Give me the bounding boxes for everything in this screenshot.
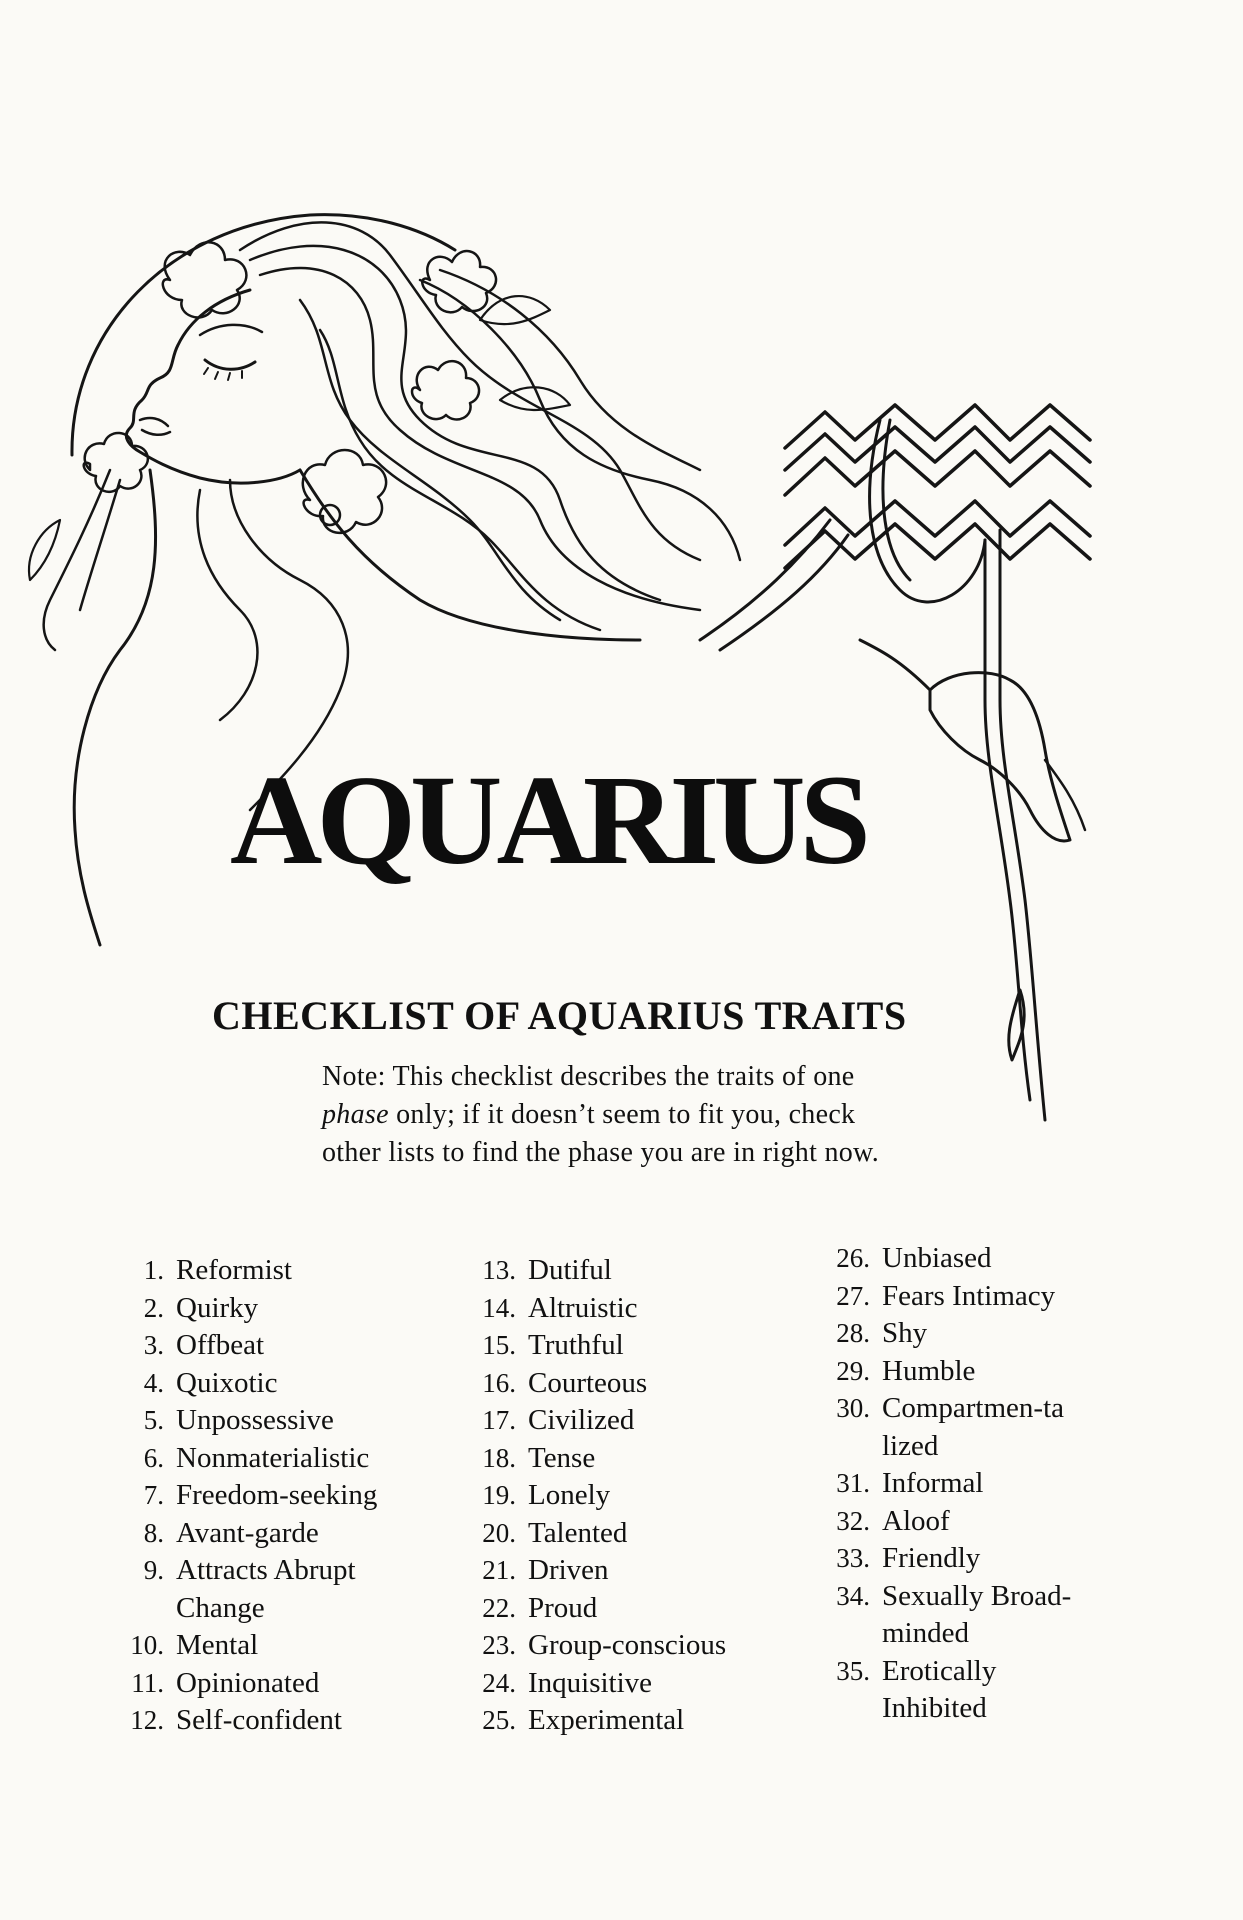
trait-label: Self-confident: [176, 1704, 342, 1736]
trait-label: Dutiful: [528, 1254, 612, 1286]
trait-number: 4.: [143, 1367, 164, 1398]
trait-number: 6.: [143, 1442, 164, 1473]
trait-label: Friendly: [882, 1542, 981, 1574]
trait-number: 30.: [836, 1393, 870, 1423]
page-title: AQUARIUS: [230, 749, 865, 891]
trait-number: 10.: [130, 1630, 164, 1660]
trait-label: Erotically Inhibited: [882, 1654, 997, 1724]
trait-label: Proud: [528, 1591, 598, 1624]
trait-label: Opinionated: [176, 1666, 320, 1699]
trait-label: Shy: [882, 1317, 928, 1349]
trait-label: Experimental: [528, 1704, 685, 1736]
trait-number: 8.: [143, 1517, 164, 1548]
trait-item: [470, 1477, 810, 1515]
trait-item: [824, 1390, 1184, 1465]
trait-number: 35.: [836, 1655, 870, 1686]
trait-number: 33.: [836, 1543, 870, 1573]
face-outline: [126, 290, 300, 483]
trait-item: [470, 1627, 810, 1665]
trait-number: 26.: [836, 1243, 870, 1273]
trait-column-3: [824, 1240, 1184, 1728]
trait-column-1: [118, 1252, 458, 1740]
trait-item: [470, 1365, 810, 1403]
trait-item: [118, 1515, 458, 1553]
trait-number: 24.: [482, 1667, 516, 1698]
trait-item: [470, 1252, 810, 1290]
trait-number: 18.: [482, 1442, 516, 1473]
trait-item: [118, 1365, 458, 1403]
trait-label: Sexually Broad-minded: [882, 1579, 1072, 1649]
trait-label: Avant-garde: [176, 1516, 319, 1549]
trait-item: [118, 1402, 458, 1440]
trait-number: 28.: [836, 1318, 870, 1348]
aquarius-glyph: [785, 405, 1090, 568]
trait-number: 15.: [482, 1330, 516, 1360]
trait-label: Aloof: [882, 1504, 950, 1537]
trait-number: 11.: [131, 1667, 164, 1698]
trait-label: Reformist: [176, 1254, 292, 1286]
trait-item: [824, 1353, 1184, 1391]
trait-number: 31.: [836, 1468, 870, 1498]
trait-label: Inquisitive: [528, 1666, 653, 1699]
trait-label: Fears Intimacy: [882, 1279, 1056, 1312]
trait-number: 5.: [143, 1405, 164, 1435]
trait-label: Talented: [528, 1516, 628, 1549]
trait-label: Informal: [882, 1467, 984, 1499]
trait-item: [118, 1477, 458, 1515]
trait-item: [824, 1578, 1184, 1653]
trait-number: 34.: [836, 1580, 870, 1611]
trait-number: 12.: [130, 1705, 164, 1735]
trait-item: [470, 1402, 810, 1440]
trait-label: Freedom-seeking: [176, 1479, 378, 1511]
trait-label: Driven: [528, 1554, 609, 1586]
trait-number: 29.: [836, 1355, 870, 1386]
trait-label: Group-conscious: [528, 1629, 727, 1661]
trait-item: [118, 1552, 458, 1627]
trait-item: [824, 1315, 1184, 1353]
trait-number: 16.: [482, 1367, 516, 1398]
trait-item: [470, 1327, 810, 1365]
trait-number: 23.: [482, 1630, 516, 1660]
closed-eye: [205, 360, 255, 369]
trait-item: [470, 1590, 810, 1628]
trait-item: [118, 1440, 458, 1478]
trait-number: 2.: [143, 1292, 164, 1323]
trait-label: Civilized: [528, 1404, 635, 1436]
trait-item: [470, 1290, 810, 1328]
trait-item: [118, 1252, 458, 1290]
trait-item: [470, 1665, 810, 1703]
trait-number: 22.: [482, 1592, 516, 1623]
trait-label: Unbiased: [882, 1242, 992, 1274]
trait-number: 19.: [482, 1480, 516, 1510]
trait-item: [824, 1465, 1184, 1503]
trait-label: Truthful: [528, 1329, 624, 1361]
trait-label: Tense: [528, 1441, 596, 1474]
trait-item: [118, 1327, 458, 1365]
trait-label: Nonmaterialistic: [176, 1441, 370, 1474]
trait-number: 9.: [143, 1555, 164, 1585]
trait-number: 7.: [143, 1480, 164, 1510]
trait-label: Offbeat: [176, 1329, 265, 1361]
note-text-before: Note: This checklist describes the traits of one: [322, 1061, 855, 1092]
trait-column-2: [470, 1252, 810, 1740]
trait-item: [824, 1278, 1184, 1316]
trait-item: [118, 1665, 458, 1703]
trait-label: Lonely: [528, 1479, 611, 1511]
trait-item: [118, 1702, 458, 1740]
hair-strands: [44, 222, 740, 810]
trait-item: [824, 1653, 1184, 1728]
trait-number: 25.: [482, 1705, 516, 1735]
trait-number: 1.: [143, 1255, 164, 1285]
trait-label: Mental: [176, 1629, 259, 1661]
trait-number: 20.: [482, 1517, 516, 1548]
halo-arc: [72, 215, 455, 455]
trait-item: [824, 1503, 1184, 1541]
trait-label: Attracts Abrupt Change: [176, 1554, 356, 1624]
trait-item: [470, 1440, 810, 1478]
trait-number: 13.: [482, 1255, 516, 1285]
trait-item: [118, 1290, 458, 1328]
trait-item: [470, 1702, 810, 1740]
trait-number: 14.: [482, 1292, 516, 1323]
trait-number: 27.: [836, 1280, 870, 1311]
checklist-note: [322, 1058, 902, 1172]
neck-line: [74, 470, 155, 945]
trait-label: Altruistic: [528, 1291, 638, 1324]
trait-item: [824, 1540, 1184, 1578]
checklist-heading: CHECKLIST OF AQUARIUS TRAITS: [212, 993, 907, 1038]
trait-label: Courteous: [528, 1366, 648, 1399]
trait-label: Quirky: [176, 1291, 259, 1324]
trait-number: 17.: [482, 1405, 516, 1435]
trait-label: Unpossessive: [176, 1404, 334, 1436]
trait-item: [824, 1240, 1184, 1278]
trait-item: [470, 1552, 810, 1590]
trait-number: 3.: [143, 1330, 164, 1360]
trait-label: Quixotic: [176, 1366, 278, 1399]
note-emphasis: phase: [322, 1099, 389, 1130]
trait-item: [470, 1515, 810, 1553]
trait-number: 32.: [836, 1505, 870, 1536]
trait-number: 21.: [482, 1555, 516, 1585]
trait-label: Humble: [882, 1354, 976, 1387]
note-text-after: only; if it doesn’t seem to fit you, check other lists to find the phase you are in right now.: [322, 1099, 880, 1168]
trait-label: Compartmen-talized: [882, 1392, 1065, 1462]
trait-item: [118, 1627, 458, 1665]
